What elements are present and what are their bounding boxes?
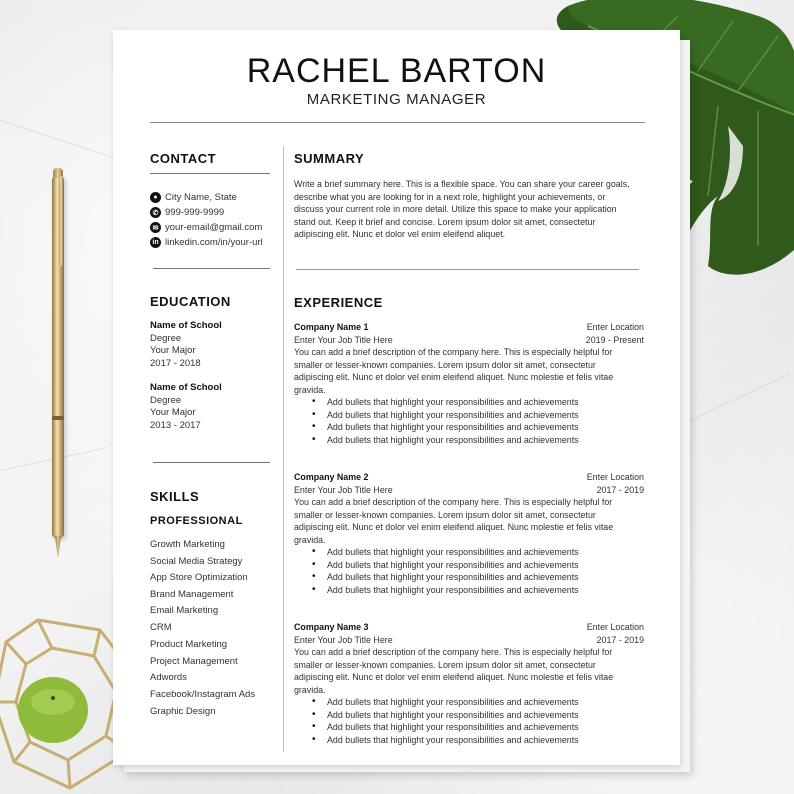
summary-text <box>294 178 644 241</box>
job-title-row <box>294 334 644 347</box>
job-title: Enter Your Job Title Here <box>294 334 393 345</box>
job-description-line: You can add a brief description of the company here. This is especially helpful for <box>294 497 613 507</box>
job-description-line: adipiscing elit. Nunc et dolor vel enim eleifend aliquet. Nunc molestie et felis vitae <box>294 372 614 382</box>
job-bullets <box>294 396 644 446</box>
company-name: Company Name 2 <box>294 472 369 482</box>
education-heading: EDUCATION <box>150 294 231 309</box>
job-location: Enter Location <box>586 472 644 482</box>
skills-subheading: PROFESSIONAL <box>150 515 243 527</box>
summary-heading: SUMMARY <box>294 151 365 166</box>
linkedin-icon: in <box>150 237 161 248</box>
company-name: Company Name 1 <box>294 322 369 332</box>
job-entry <box>294 621 644 746</box>
job-title: Enter Your Job Title Here <box>294 634 393 645</box>
job-entry <box>294 471 644 596</box>
contact-heading: CONTACT <box>150 151 217 166</box>
phone-icon: ✆ <box>150 207 161 218</box>
skill-item: Growth Marketing <box>150 539 225 550</box>
job-bullets <box>294 546 644 596</box>
job-description-line: smaller or lesser-known companies. Lorem ipsum dolor sit amet, consectetur <box>294 359 596 370</box>
job-description-line: You can add a brief description of the company here. This is especially helpful for <box>294 347 613 357</box>
summary-line: describe what you are looking for in a next role, highlight your achievements, or <box>294 191 606 202</box>
skills-heading: SKILLS <box>150 489 200 504</box>
summary-line: Write a brief summary here. This is a flexible space. You can share your career goals, <box>294 179 630 189</box>
major: Your Major <box>150 345 196 356</box>
job-bullet: • Add bullets that highlight your responsibilities and achievements <box>312 584 644 597</box>
pen-clip <box>59 176 63 266</box>
skill-item: App Store Optimization <box>150 572 248 583</box>
resume-job-title: MARKETING MANAGER <box>306 91 487 108</box>
job-bullet: • Add bullets that highlight your responsibilities and achievements <box>312 434 644 447</box>
degree: Degree <box>150 394 182 406</box>
summary-line: stand out. Keep it brief and concise. Lorem ipsum dolor sit amet, consectetur <box>294 216 596 227</box>
job-bullet: • Add bullets that highlight your responsibilities and achievements <box>312 396 644 409</box>
skill-item: Adwords <box>150 672 187 683</box>
resume-name: RACHEL BARTON <box>246 52 547 90</box>
job-bullet: • Add bullets that highlight your responsibilities and achievements <box>312 709 644 722</box>
job-title-row <box>294 634 644 647</box>
job-dates: 2019 - Present <box>585 334 644 345</box>
skill-item: Facebook/Instagram Ads <box>150 689 256 700</box>
contact-linkedin <box>150 236 263 249</box>
job-bullet: • Add bullets that highlight your responsibilities and achievements <box>312 734 644 747</box>
job-description-line: gravida. <box>294 684 326 695</box>
job-bullet: • Add bullets that highlight your responsibilities and achievements <box>312 546 644 559</box>
column-divider <box>283 146 284 752</box>
job-title: Enter Your Job Title Here <box>294 484 393 495</box>
education-years: 2017 - 2018 <box>150 357 201 369</box>
summary-line: adipiscing elit. Nunc et dolor vel enim eleifend aliquet. <box>294 229 506 239</box>
skill-item: Project Management <box>150 656 238 667</box>
contact-email-text: your-email@gmail.com <box>165 222 263 233</box>
experience-heading: EXPERIENCE <box>294 295 383 310</box>
education-years: 2013 - 2017 <box>150 419 201 431</box>
marble-vein <box>690 374 790 421</box>
summary-line: discuss your current role in more detail. Utilize this space to make your application <box>294 204 617 214</box>
job-header-row <box>294 321 644 334</box>
skill-item: Social Media Strategy <box>150 556 243 567</box>
skill-item: Brand Management <box>150 589 234 600</box>
company-name: Company Name 3 <box>294 622 369 632</box>
job-location: Enter Location <box>586 622 644 632</box>
job-bullet: • Add bullets that highlight your responsibilities and achievements <box>312 571 644 584</box>
job-description-line: smaller or lesser-known companies. Lorem ipsum dolor sit amet, consectetur <box>294 659 596 670</box>
job-header-row <box>294 621 644 634</box>
contact-underline <box>150 173 270 174</box>
job-bullets <box>294 696 644 746</box>
skill-item: Email Marketing <box>150 605 219 616</box>
job-dates: 2017 - 2019 <box>596 634 644 645</box>
job-description-line: gravida. <box>294 534 326 545</box>
contact-divider <box>153 268 270 269</box>
contact-phone-text: 999-999-9999 <box>165 207 225 218</box>
skill-item: CRM <box>150 622 172 633</box>
job-location: Enter Location <box>586 322 644 332</box>
job-bullet: • Add bullets that highlight your responsibilities and achievements <box>312 696 644 709</box>
education-entry <box>150 320 222 370</box>
resume-page <box>113 30 680 765</box>
major: Your Major <box>150 407 196 418</box>
contact-location <box>150 191 237 204</box>
job-description-line: adipiscing elit. Nunc et dolor vel enim eleifend aliquet. Nunc molestie et felis vitae <box>294 522 614 532</box>
skill-item: Graphic Design <box>150 706 216 717</box>
job-description-line: smaller or lesser-known companies. Lorem ipsum dolor sit amet, consectetur <box>294 509 596 520</box>
education-divider <box>153 462 270 463</box>
job-bullet: • Add bullets that highlight your responsibilities and achievements <box>312 409 644 422</box>
job-description-line: adipiscing elit. Nunc et dolor vel enim eleifend aliquet. Nunc molestie et felis vitae <box>294 672 614 682</box>
education-entry <box>150 382 222 432</box>
contact-email <box>150 221 262 234</box>
contact-linkedin-text: linkedin.com/in/your-url <box>165 237 263 248</box>
contact-phone <box>150 206 224 219</box>
degree: Degree <box>150 332 182 344</box>
school-name: Name of School <box>150 320 222 331</box>
job-header-row <box>294 471 644 484</box>
job-description-line: You can add a brief description of the company here. This is especially helpful for <box>294 647 613 657</box>
job-bullet: • Add bullets that highlight your responsibilities and achievements <box>312 721 644 734</box>
pen-ring <box>52 416 64 420</box>
gold-pen-decoration <box>51 168 65 556</box>
job-description-line: gravida. <box>294 384 326 395</box>
skill-item: Product Marketing <box>150 639 228 650</box>
job-bullet: • Add bullets that highlight your responsibilities and achievements <box>312 421 644 434</box>
job-bullet: • Add bullets that highlight your responsibilities and achievements <box>312 559 644 572</box>
job-title-row <box>294 484 644 497</box>
pen-tip <box>55 536 61 556</box>
contact-location-text: City Name, State <box>165 192 237 203</box>
email-icon: ✉ <box>150 222 161 233</box>
location-icon: ● <box>150 192 161 203</box>
header-divider <box>150 122 645 123</box>
job-entry <box>294 321 644 446</box>
school-name: Name of School <box>150 382 222 393</box>
summary-divider <box>296 269 639 270</box>
job-dates: 2017 - 2019 <box>596 484 644 495</box>
